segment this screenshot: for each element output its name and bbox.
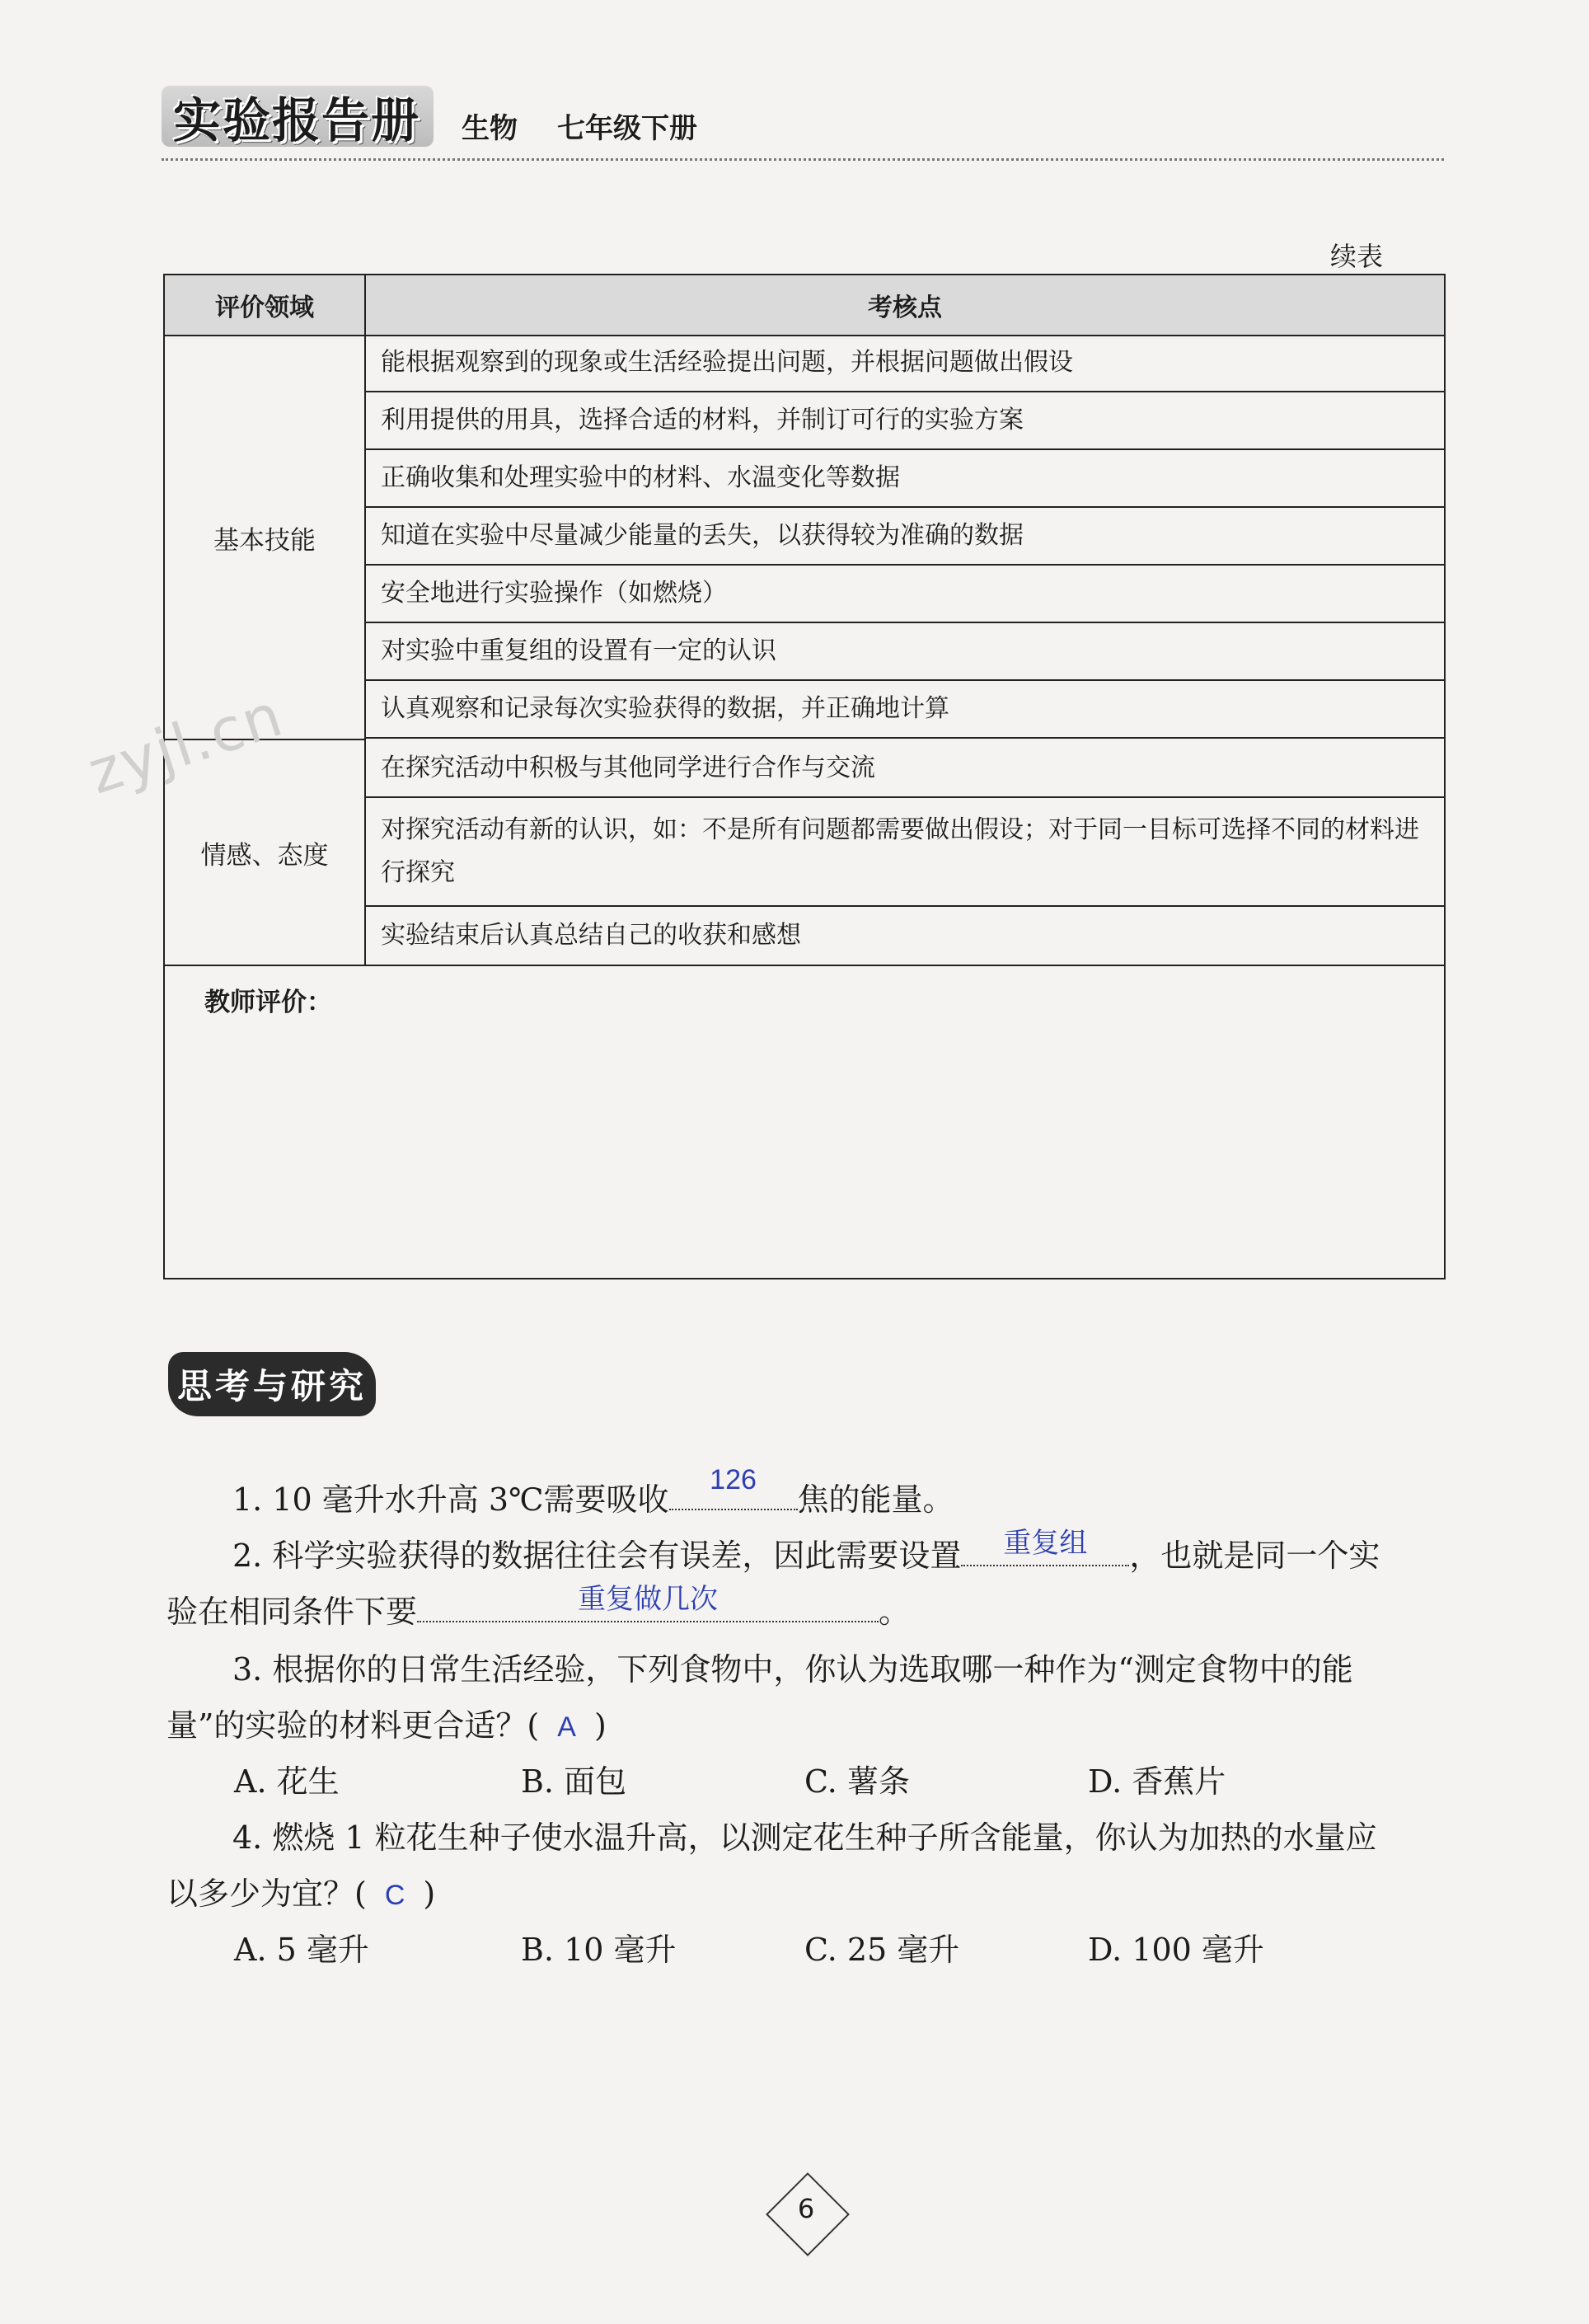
book-title: 实验报告册 [173,92,421,148]
table-row: 对实验中重复组的设置有一定的认识 [366,623,1444,681]
q2-text-mid: ，也就是同一个实 [1129,1538,1380,1574]
q3-option-d[interactable]: D. 香蕉片 [1088,1763,1226,1800]
table-row: 正确收集和处理实验中的材料、水温变化等数据 [366,450,1444,508]
q4-option-c[interactable]: C. 25 毫升 [804,1932,960,1968]
q1-blank[interactable] [669,1464,798,1510]
q2-text-end: 。 [879,1594,911,1630]
header-checkpoint: 考核点 [868,293,942,322]
area-emotion-attitude: 情感、态度 [200,840,329,871]
q4-option-d[interactable]: D. 100 毫升 [1088,1932,1264,1968]
subject-label: 生物 [462,112,518,145]
teacher-eval-divider [165,965,1444,966]
grade-label: 七年级下册 [557,112,697,145]
question-2 [232,1530,1380,1575]
q3-option-c[interactable]: C. 薯条 [804,1763,910,1800]
header-area: 评价领域 [215,293,314,322]
q2-text: 2. 科学实验获得的数据往往会有误差，因此需要设置 [232,1538,962,1574]
q3-option-b[interactable]: B. 面包 [521,1763,627,1800]
continued-label: 续表 [1330,241,1384,272]
q4-option-a[interactable]: A. 5 毫升 [234,1932,369,1968]
q1-text: 1. 10 毫升水升高 3℃需要吸收 [232,1481,669,1518]
q4-option-b[interactable]: B. 10 毫升 [521,1932,677,1968]
header-logo [162,86,432,147]
table-row: 利用提供的用具，选择合适的材料，并制订可行的实验方案 [366,392,1444,450]
q2-answer-2: 重复做几次 [578,1584,719,1615]
table-row: 认真观察和记录每次实验获得的数据，并正确地计算 [366,681,1444,739]
q4-answer[interactable]: C [384,1880,405,1911]
header-divider [162,158,1444,161]
question-2-line-2 [166,1586,910,1631]
watermark: zyjl.cn [79,679,292,808]
question-3-line-2 [166,1700,607,1745]
evaluation-table [163,274,1446,1279]
q4-text-line2: 以多少为宜？( [166,1876,367,1912]
teacher-eval-label: 教师评价： [204,988,332,1017]
q3-answer[interactable]: A [557,1711,576,1743]
question-4-line-2 [166,1868,435,1913]
q3-text-line2: 量”的实验的材料更合适？( [166,1707,540,1744]
q1-answer: 126 [710,1464,757,1495]
q3-paren-close: ) [593,1707,607,1744]
table-row: 对探究活动有新的认识，如：不是所有问题都需要做出假设；对于同一目标可选择不同的材料进行探究 [366,798,1444,907]
question-4: 4. 燃烧 1 粒花生种子使水温升高，以测定花生种子所含能量，你认为加热的水量应 [232,1819,1377,1856]
q2-text-line2: 验在相同条件下要 [166,1594,418,1630]
q1-text-end: 焦的能量。 [797,1481,954,1518]
table-row: 在探究活动中积极与其他同学进行合作与交流 [366,740,1444,798]
page-number: 6 [797,2193,815,2224]
question-1 [232,1464,954,1519]
question-3: 3. 根据你的日常生活经验，下列食物中，你认为选取哪一种作为“测定食物中的能 [232,1651,1353,1688]
area-basic-skills: 基本技能 [213,525,316,556]
q2-blank-1[interactable] [961,1528,1129,1566]
table-row: 知道在实验中尽量减少能量的丢失，以获得较为准确的数据 [366,508,1444,566]
section-badge [168,1352,376,1416]
table-row: 安全地进行实验操作（如燃烧） [366,566,1444,623]
q4-paren-close: ) [423,1876,436,1912]
table-row: 能根据观察到的现象或生活经验提出问题，并根据问题做出假设 [366,335,1444,392]
section-title: 思考与研究 [176,1366,367,1406]
q2-answer-1: 重复组 [1003,1528,1088,1559]
q2-blank-2[interactable] [417,1584,879,1622]
q3-option-a[interactable]: A. 花生 [234,1763,340,1800]
table-row: 实验结束后认真总结自己的收获和感想 [381,921,801,950]
